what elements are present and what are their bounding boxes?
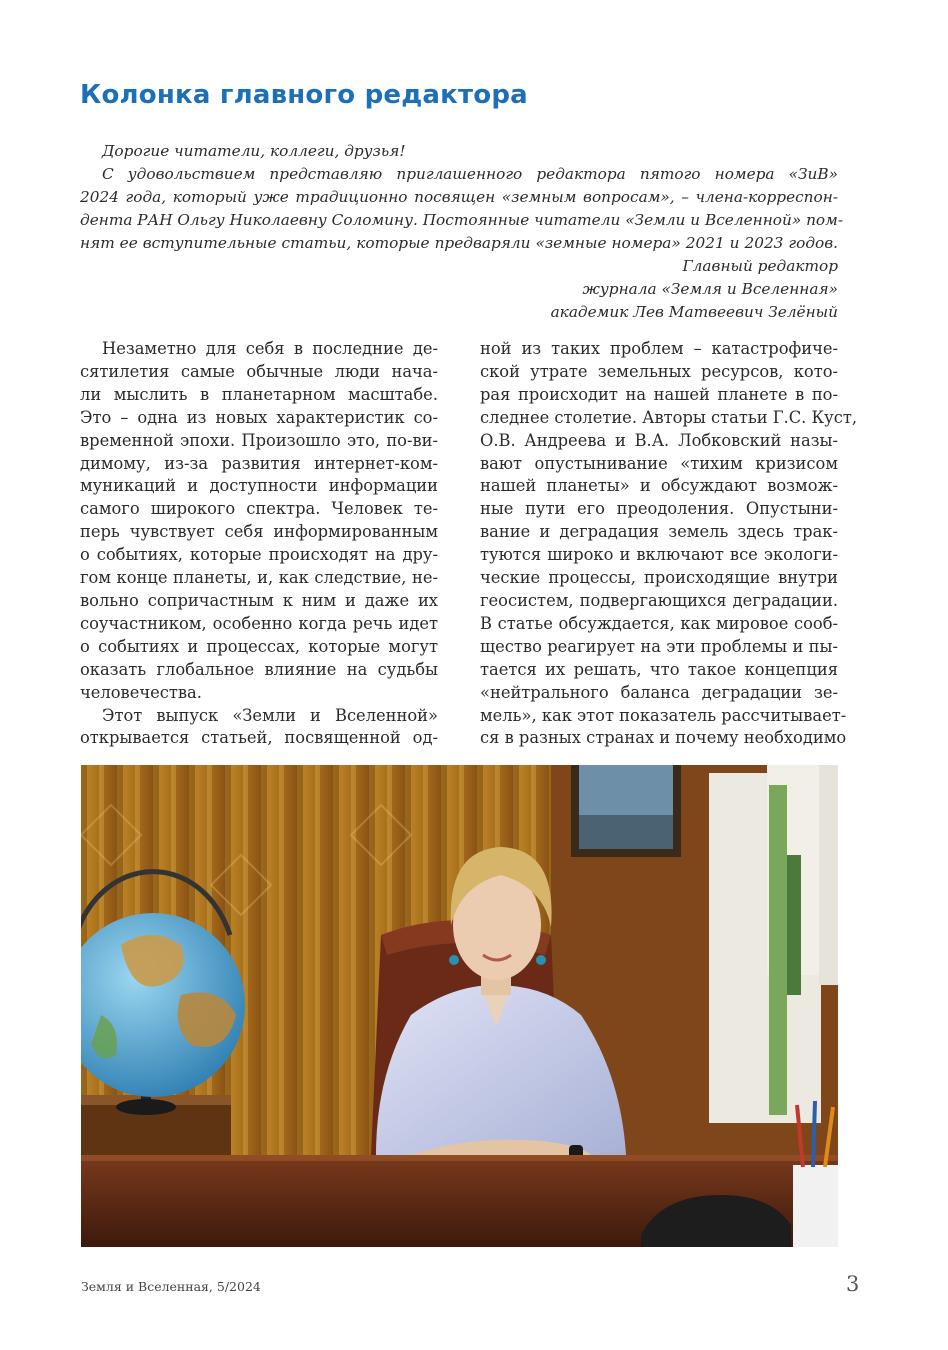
text-line: нашей планеты» и обсуждают возмож-: [480, 476, 838, 496]
text-line: оказать глобальное влияние на судьбы: [80, 659, 438, 679]
text-line: «нейтрального баланса деградации зе-: [480, 682, 838, 702]
signature-journal: журнала «Земля и Вселенная»: [582, 280, 838, 298]
text-line: ской утрате земельных ресурсов, кото-: [480, 361, 838, 381]
text-line: гом конце планеты, и, как следствие, не-: [80, 568, 438, 588]
text-line: Незаметно для себя в последние де-: [102, 339, 438, 358]
text-line: тается их решать, что такое концепция: [480, 659, 838, 679]
core-sample-strip: [769, 785, 787, 1115]
text-line: человечества.: [80, 682, 202, 702]
text-line: геосистем, подвергающихся деградации.: [480, 590, 838, 610]
text-line: временной эпохи. Произошло это, по-ви-: [80, 430, 438, 450]
text-line: ные пути его преодоления. Опустыни-: [480, 499, 838, 519]
text-line: Этот выпуск «Земли и Вселенной»: [102, 705, 438, 725]
text-line: следнее столетие. Авторы статьи Г.С. Куст,: [480, 407, 858, 427]
text-line: ся в разных странах и почему необходимо: [480, 728, 847, 748]
text-line: Это – одна из новых характеристик со-: [80, 407, 438, 427]
text-line: о событиях и процессах, которые могут: [80, 636, 438, 656]
article-column-left: [80, 338, 438, 750]
text-line: В статье обсуждается, как мировое сооб-: [480, 613, 838, 633]
editor-intro: [80, 140, 843, 324]
text-line: димому, из-за развития интернет-ком-: [80, 453, 438, 473]
pen-cup: [793, 1165, 838, 1247]
text-line: перь чувствует себя информированным: [80, 522, 438, 542]
signature-name: академик Лев Матвеевич Зелёный: [550, 303, 838, 321]
text-line: муникаций и доступности информации: [80, 476, 438, 496]
text-line: щество реагирует на эти проблемы и пы-: [480, 636, 838, 656]
text-line: о событиях, которые происходят на дру-: [80, 545, 438, 565]
article-column-right: [480, 338, 858, 750]
intro-greeting: Дорогие читатели, коллеги, друзья!: [102, 142, 406, 160]
text-line: вольно сопричастным к ним и даже их: [80, 590, 438, 610]
editor-photo-illustration: [81, 765, 838, 1247]
intro-line: 2024 года, который уже традиционно посвящен «земным вопросам», – члена-корреспон-: [80, 188, 838, 206]
page-title: Колонка главного редактора: [80, 80, 528, 110]
text-line: ной из таких проблем – катастрофиче-: [480, 339, 838, 358]
text-line: туются широко и включают все экологи-: [480, 545, 838, 565]
text-line: ли мыслить в планетарном масштабе.: [80, 384, 438, 404]
text-line: ческие процессы, происходящие внутри: [480, 568, 838, 588]
intro-line: С удовольствием представляю приглашенного редактора пятого номера «ЗиВ»: [102, 165, 838, 183]
intro-line: дента РАН Ольгу Николаевну Соломину. Постоянные читатели «Земли и Вселенной» пом-: [80, 211, 843, 229]
text-line: вают опустынивание «тихим кризисом: [480, 453, 838, 473]
editor-photo: [81, 765, 838, 1247]
text-line: соучастником, особенно когда речь идет: [80, 613, 438, 633]
footer-journal: Земля и Вселенная, 5/2024: [81, 1279, 261, 1294]
text-line: О.В. Андреева и В.А. Лобковский назы-: [480, 430, 838, 450]
intro-line: нят ее вступительные статьи, которые предваряли «земные номера» 2021 и 2023 годов.: [80, 234, 838, 252]
text-line: сятилетия самые обычные люди нача-: [80, 361, 438, 381]
text-line: рая происходит на нашей планете в по-: [480, 384, 838, 404]
text-line: открывается статьей, посвященной од-: [80, 728, 438, 748]
text-line: самого широкого спектра. Человек те-: [80, 499, 438, 519]
signature-role: Главный редактор: [682, 257, 838, 275]
page-number: 3: [846, 1272, 860, 1296]
text-line: вание и деградация земель здесь трак-: [480, 522, 838, 542]
text-line: мель», как этот показатель рассчитывает-: [480, 705, 847, 725]
